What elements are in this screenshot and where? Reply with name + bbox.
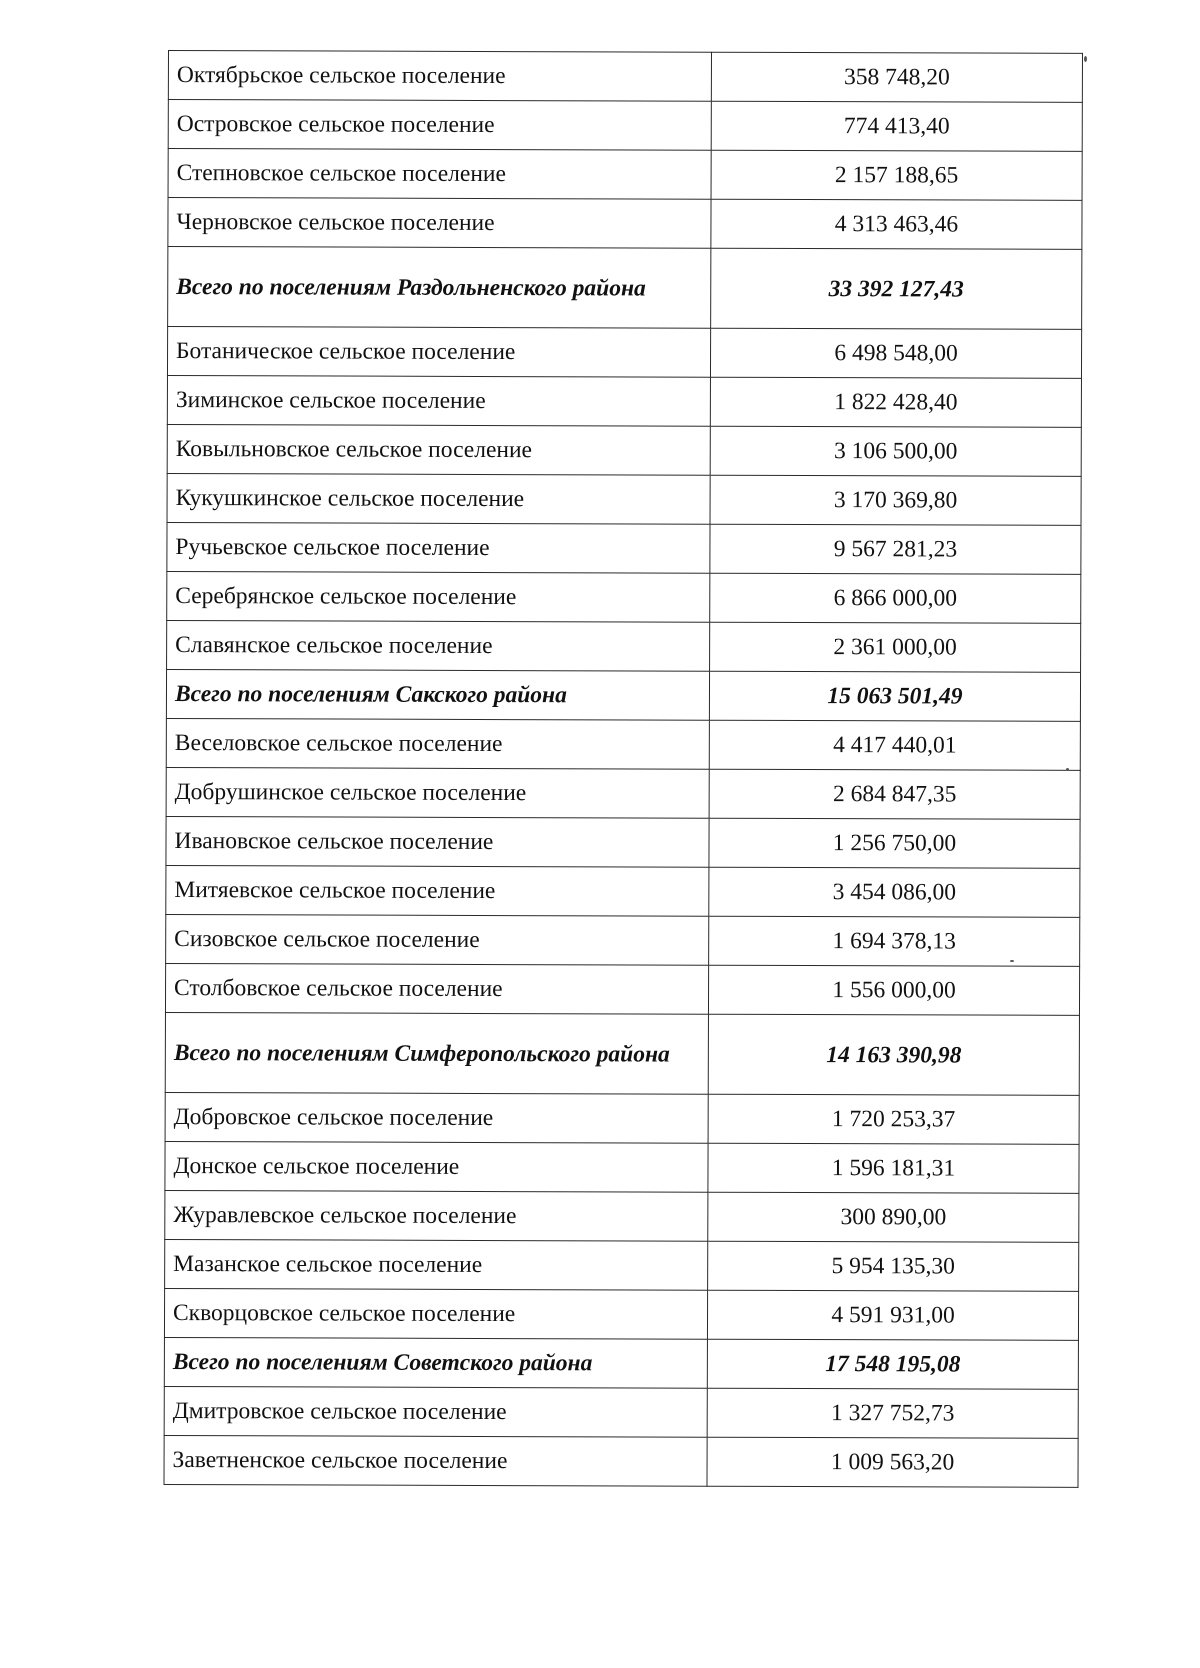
settlement-name: Ивановское сельское поселение: [166, 816, 709, 867]
amount: 6 498 548,00: [710, 328, 1081, 378]
allocation-table-wrapper: [163, 50, 1082, 1488]
district-total-amount: 15 063 501,49: [709, 671, 1080, 721]
amount: 1 822 428,40: [710, 377, 1081, 427]
table-row: [168, 149, 1082, 201]
district-total-label: Всего по поселениям Симферопольского района: [165, 1012, 708, 1094]
amount: 9 567 281,23: [710, 524, 1081, 574]
table-row: [168, 198, 1082, 250]
table-row: [165, 963, 1079, 1015]
amount: 4 417 440,01: [709, 720, 1080, 770]
total-row: [164, 1337, 1078, 1389]
amount: 4 313 463,46: [711, 199, 1082, 249]
table-row: [166, 767, 1080, 819]
settlement-name: Кукушкинское сельское поселение: [167, 473, 710, 524]
district-total-amount: 14 163 390,98: [708, 1014, 1079, 1095]
settlement-name: Донское сельское поселение: [165, 1141, 708, 1192]
table-row: [166, 816, 1080, 868]
amount: 3 106 500,00: [710, 426, 1081, 476]
settlement-name: Славянское сельское поселение: [167, 620, 710, 671]
table-row: [165, 1239, 1079, 1291]
table-row: [165, 1141, 1079, 1193]
amount: 300 890,00: [708, 1192, 1079, 1242]
settlement-name: Веселовское сельское поселение: [166, 718, 709, 769]
settlement-name: Ручьевское сельское поселение: [167, 522, 710, 573]
table-row: [164, 1386, 1078, 1438]
settlement-name: Заветненское сельское поселение: [164, 1435, 707, 1486]
amount: 6 866 000,00: [710, 573, 1081, 623]
settlement-name: Октябрьское сельское поселение: [168, 51, 711, 102]
amount: 3 170 369,80: [710, 475, 1081, 525]
district-total-label: Всего по поселениям Сакского района: [166, 669, 709, 720]
amount: 2 157 188,65: [711, 150, 1082, 200]
amount: 2 361 000,00: [710, 622, 1081, 672]
table-row: [167, 375, 1081, 427]
amount: 1 694 378,13: [709, 916, 1080, 966]
amount: 5 954 135,30: [708, 1241, 1079, 1291]
amount: 774 413,40: [711, 101, 1082, 151]
settlement-name: Мазанское сельское поселение: [165, 1239, 708, 1290]
scan-speck: [1066, 768, 1069, 771]
table-row: [168, 100, 1082, 152]
settlement-name: Добрушинское сельское поселение: [166, 767, 709, 818]
table-row: [167, 327, 1081, 379]
amount: 1 596 181,31: [708, 1143, 1079, 1193]
table-row: [166, 914, 1080, 966]
settlement-name: Степновское сельское поселение: [168, 149, 711, 200]
table-row: [167, 620, 1081, 672]
district-total-amount: 33 392 127,43: [711, 248, 1082, 329]
total-row: [165, 1012, 1079, 1095]
district-total-amount: 17 548 195,08: [707, 1339, 1078, 1389]
scan-speck: [1084, 56, 1087, 62]
total-row: [166, 669, 1080, 721]
amount: 1 556 000,00: [708, 965, 1079, 1015]
total-row: [168, 247, 1082, 330]
table-row: [167, 473, 1081, 525]
settlement-name: Черновское сельское поселение: [168, 198, 711, 249]
settlement-name: Сизовское сельское поселение: [166, 914, 709, 965]
amount: 4 591 931,00: [707, 1290, 1078, 1340]
table-body: [164, 51, 1083, 1488]
settlement-name: Ковыльновское сельское поселение: [167, 424, 710, 475]
scan-speck: [1010, 960, 1014, 962]
settlement-name: Серебрянское сельское поселение: [167, 571, 710, 622]
amount: 1 009 563,20: [707, 1437, 1078, 1487]
settlement-name: Добровское сельское поселение: [165, 1092, 708, 1143]
table-row: [167, 522, 1081, 574]
table-row: [167, 424, 1081, 476]
settlement-name: Ботаническое сельское поселение: [167, 327, 710, 378]
district-total-label: Всего по поселениям Советского района: [164, 1337, 707, 1388]
settlement-name: Зиминское сельское поселение: [167, 375, 710, 426]
table-row: [166, 718, 1080, 770]
allocation-table: [163, 50, 1083, 1488]
table-row: [164, 1288, 1078, 1340]
table-row: [168, 51, 1082, 103]
settlement-name: Митяевское сельское поселение: [166, 865, 709, 916]
amount: 1 720 253,37: [708, 1094, 1079, 1144]
settlement-name: Скворцовское сельское поселение: [164, 1288, 707, 1339]
table-row: [166, 865, 1080, 917]
settlement-name: Островское сельское поселение: [168, 100, 711, 151]
settlement-name: Дмитровское сельское поселение: [164, 1386, 707, 1437]
table-row: [165, 1190, 1079, 1242]
amount: 358 748,20: [711, 52, 1082, 102]
amount: 3 454 086,00: [709, 867, 1080, 917]
settlement-name: Журавлевское сельское поселение: [165, 1190, 708, 1241]
amount: 1 256 750,00: [709, 818, 1080, 868]
table-row: [167, 571, 1081, 623]
settlement-name: Столбовское сельское поселение: [165, 963, 708, 1014]
amount: 2 684 847,35: [709, 769, 1080, 819]
table-row: [164, 1435, 1078, 1487]
amount: 1 327 752,73: [707, 1388, 1078, 1438]
table-row: [165, 1092, 1079, 1144]
district-total-label: Всего по поселениям Раздольненского района: [168, 247, 711, 329]
